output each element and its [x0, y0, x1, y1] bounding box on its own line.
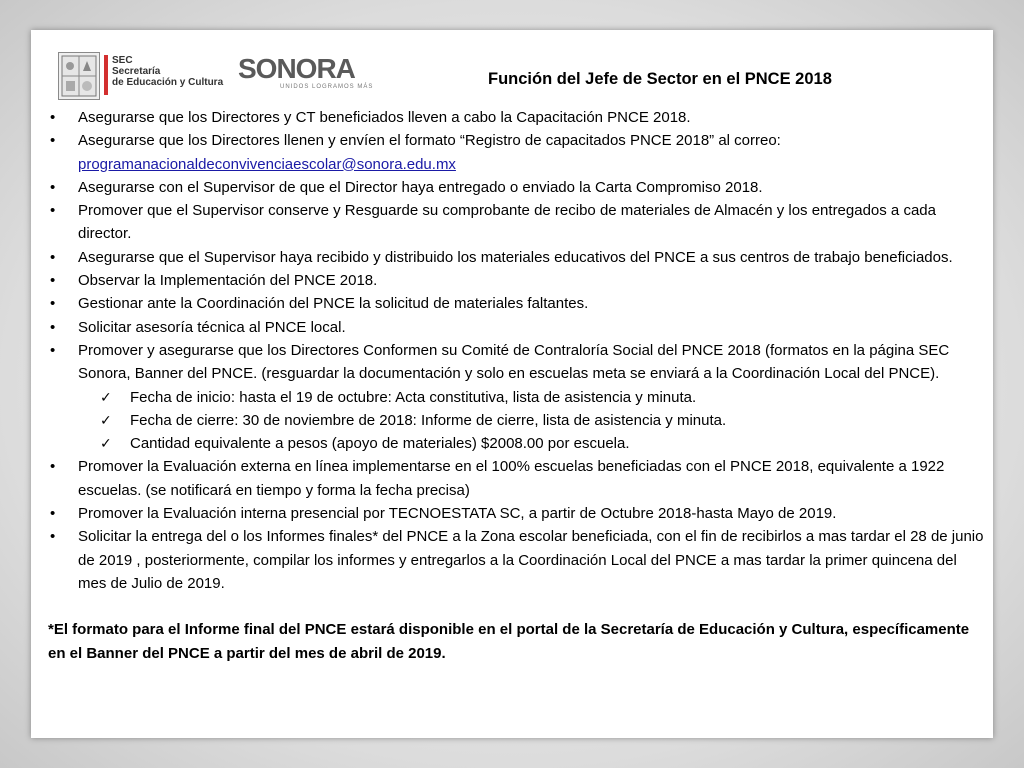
bullet-text: Asegurarse que el Supervisor haya recibido y distribuido los materiales educativos del PNCE a sus centros de trabajo beneficiados. — [78, 248, 953, 266]
bullet-text: Solicitar asesoría técnica al PNCE local. — [78, 318, 346, 336]
bullet-text: Asegurarse que los Directores y CT beneficiados lleven a cabo la Capacitación PNCE 2018. — [78, 109, 691, 126]
bullet-text: Observar la Implementación del PNCE 2018. — [78, 272, 378, 290]
checkmark-icon: ✓ — [100, 435, 112, 452]
checkmark-icon: ✓ — [100, 388, 112, 405]
email-link[interactable]: programanacionaldeconvivenciaescolar@sonora.edu.mx — [78, 155, 456, 173]
main-content — [48, 106, 988, 665]
bullet-list — [48, 106, 988, 595]
list-item — [48, 106, 988, 129]
list-item — [48, 292, 988, 315]
sec-line2: de Educación y Cultura — [112, 77, 224, 88]
bullet-text: Promover y asegurarse que los Directores Conformen su Comité de Contraloría Social del PNCE 2018 (formatos en la página SEC Sonora, Banner del PNCE. (resguardar la documentación y solo en escuelas meta se enviará a la Coordinación Local del PNCE). — [78, 341, 950, 383]
check-list — [78, 386, 988, 456]
list-item — [48, 339, 988, 455]
bullet-text: Asegurarse que los Directores llenen y envíen el formato “Registro de capacitados PNCE 2018” al correo: — [78, 132, 781, 150]
bullet-text: Promover la Evaluación interna presencial por TECNOESTATA SC, a partir de Octubre 2018-hasta Mayo de 2019. — [78, 505, 837, 523]
sec-logo-text — [112, 55, 223, 88]
list-item — [48, 129, 988, 176]
list-item — [48, 502, 988, 525]
list-item — [48, 316, 988, 339]
footnote: *El formato para el Informe final del PNCE estará disponible en el portal de la Secretaría de Educación y Cultura, específicamente en el Banner del PNCE a partir del mes de abril de 2019. — [48, 621, 970, 662]
check-item — [78, 409, 988, 432]
state-seal-logo — [58, 52, 100, 100]
page-title: Función del Jefe de Sector en el PNCE 2018 — [488, 70, 832, 88]
checkmark-icon: ✓ — [100, 411, 112, 428]
bullet-text: Promover que el Supervisor conserve y Resguarde su comprobante de recibo de materiales de Almacén y los entregados a cada director. — [78, 202, 936, 243]
list-item — [48, 199, 988, 246]
sonora-tagline: UNIDOS LOGRAMOS MÁS — [280, 84, 374, 90]
list-item — [48, 269, 988, 292]
list-item — [48, 455, 988, 502]
sonora-logo — [238, 55, 378, 95]
sonora-wordmark: SONORA — [238, 53, 355, 84]
sec-short: SEC — [112, 55, 133, 66]
list-item — [48, 246, 988, 269]
list-item — [48, 176, 988, 199]
check-text: Fecha de cierre: 30 de noviembre de 2018: Informe de cierre, lista de asistencia y minuta. — [130, 411, 727, 429]
list-item — [48, 525, 988, 595]
bullet-text: Gestionar ante la Coordinación del PNCE la solicitud de materiales faltantes. — [78, 295, 589, 313]
check-text: Fecha de inicio: hasta el 19 de octubre: Acta constitutiva, lista de asistencia y minuta. — [130, 388, 697, 406]
check-item — [78, 386, 988, 409]
bullet-text: Solicitar la entrega del o los Informes finales* del PNCE a la Zona escolar beneficiada, con el fin de recibirlos a mas tardar el 28 de junio de 2019 , posteriormente, compilar los informes y entregarlos a la Coordinación Local del PNCE a mas tardar la primer quincena del mes de Julio de 2019. — [78, 528, 984, 592]
bullet-text: Asegurarse con el Supervisor de que el Director haya entregado o enviado la Carta Compromiso 2018. — [78, 178, 763, 196]
check-text: Cantidad equivalente a pesos (apoyo de materiales) $2008.00 por escuela. — [130, 435, 630, 453]
check-item — [78, 432, 988, 455]
sec-line1: Secretaría — [112, 66, 161, 77]
sec-logo-bar — [104, 55, 108, 95]
bullet-text: Promover la Evaluación externa en línea implementarse en el 100% escuelas beneficiadas con el PNCE 2018, equivalente a 1922 escuelas. (se notificará en tiempo y forma la fecha precisa) — [78, 458, 945, 499]
